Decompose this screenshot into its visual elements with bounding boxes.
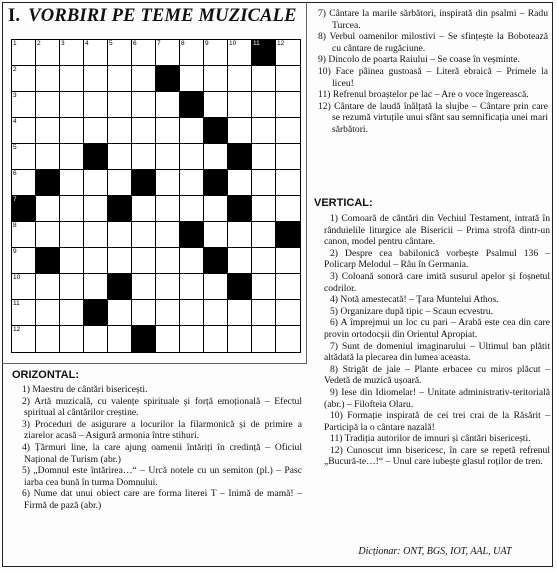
clue-item: 12) Cântare de laudă înălțată la slujbe – Cântare prin care se rezumă virtuțile unui sfânt sau semnificația unei mari sărbători. [318, 100, 548, 135]
grid-cell[interactable] [84, 222, 108, 248]
clue-item: 8) Verbul oamenilor milostivi – Se sfințește la Bobotează cu cântare de rugăciune. [318, 31, 548, 54]
grid-cell[interactable] [12, 40, 36, 66]
orizontal-clues [12, 368, 302, 512]
cell-number: 8 [13, 222, 17, 229]
clue-item: 5) „Domnul este întărirea…“ – Urcă notele cu un semiton (pl.) – Pasc iarba cea bună în turma Domnului. [22, 465, 302, 488]
grid-cell[interactable] [108, 222, 132, 248]
orizontal-heading: ORIZONTAL: [12, 369, 80, 381]
grid-cell[interactable] [84, 92, 108, 118]
cell-number: 3 [13, 92, 17, 99]
grid-cell[interactable] [36, 92, 60, 118]
clue-item: 10) Face pâinea gustoasă – Literă ebraică – Primele la liceu! [318, 65, 548, 89]
grid-cell[interactable] [204, 92, 228, 118]
grid-cell[interactable] [60, 248, 84, 274]
clue-item: 6) A împrejmui un loc cu pari – Arabă este cea din care provin ortodocșii din Orientul Apropiat. [324, 317, 550, 340]
grid-cell[interactable] [276, 248, 300, 274]
cell-number: 2 [37, 40, 41, 47]
grid-cell[interactable] [60, 144, 84, 170]
grid-cell[interactable] [12, 326, 36, 352]
grid-cell[interactable] [276, 118, 300, 144]
cell-number: 6 [133, 40, 137, 47]
grid-cell[interactable] [252, 170, 276, 196]
cell-number: 11 [13, 300, 20, 307]
grid-cell[interactable] [108, 118, 132, 144]
vertical-clue-list [314, 213, 550, 468]
grid-cell[interactable] [252, 300, 276, 326]
grid-cell[interactable] [12, 222, 36, 248]
grid-cell-black [252, 40, 276, 66]
cell-number: 10 [13, 274, 21, 281]
grid-cell[interactable] [228, 222, 252, 248]
grid-cell[interactable] [180, 196, 204, 222]
grid-cell[interactable] [84, 274, 108, 300]
cell-number: 7 [13, 196, 17, 203]
grid-cell[interactable] [252, 222, 276, 248]
grid-cell[interactable] [204, 222, 228, 248]
grid-cell[interactable] [36, 274, 60, 300]
grid-cell[interactable] [108, 40, 132, 66]
puzzle-number: I. [8, 6, 21, 26]
grid-cell[interactable] [156, 118, 180, 144]
clue-item: 1) Comoară de cântări din Vechiul Testament, intrată în rânduielile liturgice ale Bisericii – Prima strofă dintr-un canon, model pentru cântare. [324, 213, 550, 248]
grid-cell[interactable] [84, 118, 108, 144]
grid-cell[interactable] [180, 274, 204, 300]
grid-cell[interactable] [156, 274, 180, 300]
grid-cell[interactable] [36, 300, 60, 326]
cell-number: 10 [229, 40, 237, 47]
cell-number: 2 [13, 66, 17, 73]
grid-cell[interactable] [132, 92, 156, 118]
grid-cell-black [36, 248, 60, 274]
grid-cell[interactable] [252, 144, 276, 170]
grid-cell[interactable] [180, 326, 204, 352]
grid-cell[interactable] [204, 40, 228, 66]
clue-item: 2) Despre cea babilonică vorbește Psalmul 136 – Policarp Melodul – Râu în Germania. [324, 247, 550, 271]
grid-cell[interactable] [228, 300, 252, 326]
horizontal-clues-continued [318, 8, 548, 136]
grid-cell[interactable] [12, 144, 36, 170]
grid-cell-black [12, 196, 36, 222]
clue-item: 12) Cunoscut imn bisericesc, în care se repetă refrenul „Bucură-te…!“ – Unul care iubește glasul roților de tren. [324, 444, 550, 468]
grid-cell[interactable] [180, 118, 204, 144]
cell-number: 5 [109, 40, 113, 47]
grid-cell[interactable] [60, 300, 84, 326]
orizontal-clue-list [12, 384, 302, 512]
grid-cell[interactable] [276, 144, 300, 170]
grid-cell[interactable] [84, 196, 108, 222]
cell-number: 5 [13, 144, 17, 151]
grid-cell[interactable] [228, 66, 252, 92]
grid-cell[interactable] [156, 92, 180, 118]
cell-number: 9 [205, 40, 209, 47]
grid-cell[interactable] [84, 248, 108, 274]
grid-cell[interactable] [228, 92, 252, 118]
cell-number: 12 [13, 326, 21, 333]
grid-cell[interactable] [252, 196, 276, 222]
grid-cell[interactable] [84, 326, 108, 352]
grid-cell-black [180, 92, 204, 118]
grid-cell[interactable] [204, 144, 228, 170]
grid-cell[interactable] [12, 274, 36, 300]
grid-cell[interactable] [204, 326, 228, 352]
grid-cell[interactable] [108, 170, 132, 196]
clue-item: 4) Țărmuri line, la care ajung oamenii întăriți în credință – Oficiul Național de Turism (abr.) [22, 441, 302, 465]
clue-item: 11) Tradiția autorilor de imnuri și cântări bisericești. [330, 433, 531, 445]
grid-cell[interactable] [60, 40, 84, 66]
grid-cell[interactable] [84, 170, 108, 196]
grid-cell[interactable] [180, 300, 204, 326]
grid-cell-black [36, 170, 60, 196]
grid-cell[interactable] [108, 326, 132, 352]
grid-cell[interactable] [276, 196, 300, 222]
puzzle-title [8, 6, 304, 34]
clue-item: 9) Dincolo de poarta Raiului – Se coase în veșminte. [318, 54, 520, 66]
grid-cell[interactable] [228, 40, 252, 66]
grid-cell[interactable] [60, 222, 84, 248]
grid-cell[interactable] [228, 118, 252, 144]
grid-cell-black [228, 144, 252, 170]
grid-cell[interactable] [228, 170, 252, 196]
cell-number: 1 [13, 40, 17, 47]
grid-cell-black [180, 222, 204, 248]
grid-cell-black [156, 66, 180, 92]
grid-cell[interactable] [108, 92, 132, 118]
grid-cell[interactable] [228, 248, 252, 274]
grid-cell[interactable] [252, 248, 276, 274]
grid-cell-black [276, 222, 300, 248]
clue-item: 6) Nume dat unui obiect care are forma literei T – Inimă de mamă! – Firmă de pază (abr.) [22, 488, 302, 511]
clue-item: 1) Maestru de cântări bisericești. [22, 384, 148, 395]
grid-cell[interactable] [180, 248, 204, 274]
grid-cell[interactable] [180, 170, 204, 196]
grid-cell[interactable] [180, 66, 204, 92]
cell-number: 12 [277, 40, 285, 47]
grid-cell[interactable] [180, 40, 204, 66]
grid-cell[interactable] [204, 274, 228, 300]
grid-cell[interactable] [60, 170, 84, 196]
cell-number: 11 [253, 40, 260, 47]
grid-cell[interactable] [156, 326, 180, 352]
grid-cell[interactable] [252, 118, 276, 144]
grid-cell[interactable] [156, 248, 180, 274]
cell-number: 4 [85, 40, 89, 47]
puzzle-title-text: VORBIRI PE TEME MUZICALE [28, 6, 297, 26]
crossword-grid [11, 39, 301, 353]
grid-cell[interactable] [36, 144, 60, 170]
grid-cell[interactable] [108, 300, 132, 326]
grid-cell[interactable] [36, 222, 60, 248]
grid-cell[interactable] [228, 326, 252, 352]
clue-item: 11) Refrenul broaștelor pe lac – Are o voce îngerească. [318, 89, 529, 101]
grid-cell[interactable] [36, 326, 60, 352]
vertical-heading: VERTICAL: [314, 197, 373, 209]
grid-cell[interactable] [156, 300, 180, 326]
grid-cell[interactable] [60, 274, 84, 300]
grid-cell[interactable] [132, 274, 156, 300]
grid-cell[interactable] [12, 118, 36, 144]
grid-cell[interactable] [36, 40, 60, 66]
grid-cell[interactable] [12, 66, 36, 92]
dictionary-note: Dicționar: ONT, BGS, IOT, AAL, UAT [358, 546, 512, 557]
clue-item: 2) Artă muzicală, cu valențe spirituale și forță emoțională – Efectul spiritual al cântărilor creștine. [22, 395, 302, 419]
clue-item: 8) Strigăt de jale – Plante erbacee cu miros plăcut – Vedetă de muzică ușoară. [324, 363, 550, 387]
grid-cell[interactable] [60, 66, 84, 92]
grid-cell-black [84, 300, 108, 326]
grid-cell[interactable] [132, 40, 156, 66]
clue-item: 3) Coloană sonoră care imită susurul apelor și foșnetul codrilor. [324, 270, 550, 294]
column-divider [306, 2, 307, 364]
clue-item: 4) Notă amestecată! – Țara Muntelui Athos. [330, 294, 499, 306]
clue-item: 7) Sunt de domeniul imaginarului – Ultimul ban plătit altădată la plecarea din lumea aceasta. [324, 340, 550, 364]
grid-cell[interactable] [108, 66, 132, 92]
grid-cell-black [204, 170, 228, 196]
grid-cell[interactable] [132, 300, 156, 326]
grid-cell[interactable] [132, 196, 156, 222]
grid-cell-black [204, 248, 228, 274]
grid-cell[interactable] [276, 66, 300, 92]
cell-number: 7 [157, 40, 161, 47]
grid-cell[interactable] [60, 326, 84, 352]
grid-cell[interactable] [60, 92, 84, 118]
grid-cell[interactable] [84, 40, 108, 66]
grid-cell[interactable] [252, 92, 276, 118]
grid-cell[interactable] [156, 170, 180, 196]
grid-cell-black [132, 170, 156, 196]
grid-cell[interactable] [60, 118, 84, 144]
grid-cell[interactable] [276, 40, 300, 66]
grid-cell[interactable] [132, 118, 156, 144]
cell-number: 8 [181, 40, 185, 47]
section-divider [2, 363, 307, 364]
grid-cell-black [132, 326, 156, 352]
grid-cell[interactable] [12, 300, 36, 326]
grid-cell-black [228, 274, 252, 300]
grid-cell[interactable] [276, 92, 300, 118]
grid-cell[interactable] [276, 300, 300, 326]
grid-cell-black [108, 274, 132, 300]
clue-item: 7) Cântare la marile sărbători, inspirată din psalmi – Radu Turcea. [318, 8, 548, 31]
grid-cell[interactable] [84, 66, 108, 92]
grid-cell[interactable] [132, 66, 156, 92]
grid-cell-black [84, 144, 108, 170]
grid-cell[interactable] [12, 92, 36, 118]
grid-cell-black [228, 196, 252, 222]
clue-item: 3) Proceduri de asigurare a locurilor la filarmonică și de primire a ziarelor acasă – Asigură armonia între stihuri. [22, 418, 302, 442]
grid-cell[interactable] [108, 248, 132, 274]
grid-cell[interactable] [60, 196, 84, 222]
clue-item: 10) Formație inspirată de cei trei crai de la Răsărit – Participă la o cântare nazală! [324, 410, 550, 433]
grid-cell[interactable] [12, 170, 36, 196]
grid-cell[interactable] [252, 274, 276, 300]
clue-item: 5) Organizare după tipic – Scaun ecvestru. [330, 305, 494, 317]
grid-cell[interactable] [204, 66, 228, 92]
grid-cell[interactable] [36, 66, 60, 92]
cell-number: 4 [13, 118, 17, 125]
cell-number: 6 [13, 170, 17, 177]
grid-cell[interactable] [276, 326, 300, 352]
grid-cell[interactable] [132, 248, 156, 274]
grid-cell-black [204, 118, 228, 144]
grid-cell[interactable] [180, 144, 204, 170]
vertical-clues [314, 196, 550, 468]
grid-cell[interactable] [276, 170, 300, 196]
grid-cell[interactable] [156, 222, 180, 248]
grid-cell[interactable] [252, 66, 276, 92]
cell-number: 3 [61, 40, 65, 47]
grid-cell[interactable] [204, 196, 228, 222]
grid-cell[interactable] [12, 248, 36, 274]
grid-cell[interactable] [108, 144, 132, 170]
clue-item: 9) Iese din Idiomelar! – Unitate administrativ-teritorială (abr.) – Filofteia Olaru. [324, 386, 550, 410]
cell-number: 9 [13, 248, 17, 255]
grid-cell[interactable] [36, 118, 60, 144]
grid-cell-black [108, 196, 132, 222]
grid-cell[interactable] [132, 222, 156, 248]
grid-cell[interactable] [156, 40, 180, 66]
grid-cell[interactable] [204, 300, 228, 326]
grid-cell[interactable] [132, 144, 156, 170]
grid-cell[interactable] [156, 196, 180, 222]
grid-cell[interactable] [156, 144, 180, 170]
grid-cell[interactable] [36, 196, 60, 222]
grid-cell[interactable] [252, 326, 276, 352]
grid-cell[interactable] [276, 274, 300, 300]
